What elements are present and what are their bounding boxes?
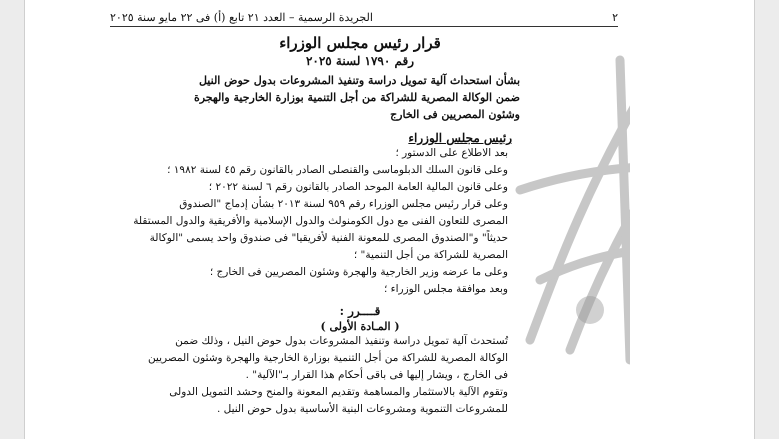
preamble-line: المصرى للتعاون الفنى مع دول الكومنولث والدول الإسلامية والأفريقية والدول المستقلة (133, 215, 508, 227)
preamble-line: وعلى قانون السلك الدبلوماسى والقنصلى الصادر بالقانون رقم ٤٥ لسنة ١٩٨٢ ؛ (167, 164, 508, 176)
preamble-line: المصرية للشراكة من أجل التنمية" ؛ (353, 249, 508, 261)
page-number: ٢ (612, 10, 618, 24)
subject-line: وشئون المصريين فى الخارج (390, 108, 520, 121)
preamble (110, 145, 610, 298)
preamble-line: وعلى قانون المالية العامة الموحد الصادر بالقانون رقم ٦ لسنة ٢٠٢٢ ؛ (208, 181, 508, 193)
article-text (110, 333, 610, 418)
document-page (110, 0, 630, 439)
page-header (110, 8, 618, 27)
article-line: للمشروعات التنموية ومشروعات البنية الأساسية بدول حوض النيل . (216, 403, 508, 415)
decree-body (110, 30, 610, 418)
issuing-authority: رئيس مجلس الوزراء (408, 131, 512, 145)
subject-line: ضمن الوكالة المصرية للشراكة من أجل التنمية بوزارة الخارجية والهجرة (193, 91, 520, 104)
decree-title: قرار رئيس مجلس الوزراء (279, 34, 441, 52)
article-line: فى الخارج ، ويشار إليها فى باقى أحكام هذا القرار بـ"الآلية" . (245, 369, 508, 381)
article-title: ( المـادة الأولى ) (320, 320, 400, 333)
right-margin-band (754, 0, 779, 439)
decree-subject (110, 72, 610, 123)
preamble-line: حديثاً" و"الصندوق المصرى للمعونة الفنية لأفريقيا" فى صندوق واحد يسمى "الوكالة (149, 232, 508, 244)
left-margin-band (0, 0, 25, 439)
article-line: تُستحدث آلية تمويل دراسة وتنفيذ المشروعات بدول حوض النيل ، وذلك ضمن (175, 335, 508, 347)
article-line: وتقوم الآلية بالاستثمار والمساهمة وتقديم المعونة والمنح وحشد التمويل الدولى (169, 386, 508, 398)
preamble-line: وعلى ما عرضه وزير الخارجية والهجرة وشئون المصريين فى الخارج ؛ (209, 266, 508, 278)
publication-info: الجريدة الرسمية – العدد ٢١ تابع (أ) فى ٢٢ مايو سنة ٢٠٢٥ (110, 10, 373, 24)
decree-number: رقم ١٧٩٠ لسنة ٢٠٢٥ (305, 54, 415, 68)
subject-line: بشأن استحداث آلية تمويل دراسة وتنفيذ المشروعات بدول حوض النيل (198, 74, 520, 87)
article-line: الوكالة المصرية للشراكة من أجل التنمية بوزارة الخارجية والهجرة وشئون المصريين (147, 352, 508, 364)
preamble-line: وعلى قرار رئيس مجلس الوزراء رقم ٩٥٩ لسنة ٢٠١٣ بشأن إدماج "الصندوق (179, 198, 508, 210)
preamble-line: بعد الاطلاع على الدستور ؛ (395, 147, 508, 159)
preamble-line: وبعد موافقة مجلس الوزراء ؛ (384, 283, 508, 295)
decision-heading: قــــرر : (339, 304, 381, 318)
